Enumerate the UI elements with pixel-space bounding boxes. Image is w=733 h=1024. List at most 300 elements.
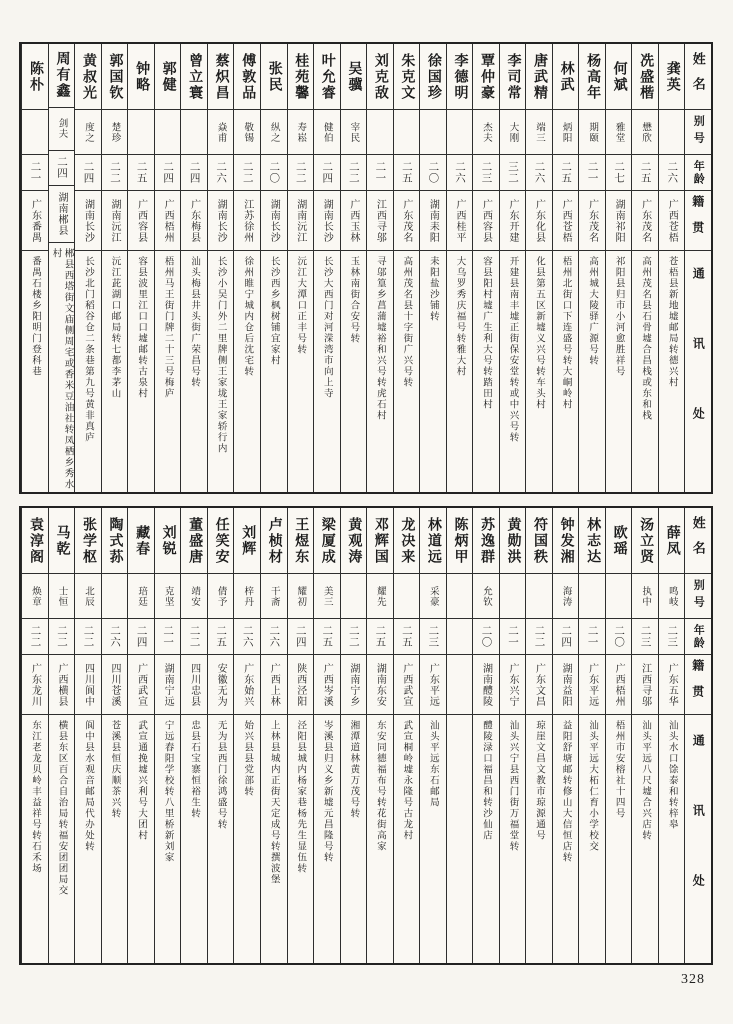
entry-column xyxy=(260,508,287,963)
entry-address: 汕头兴宁县西门街万福堂转 xyxy=(507,720,518,852)
entry-address: 长沙小吴门外二里牌侧王家垅王家轿行内 xyxy=(215,256,226,454)
entry-origin: 安徽无为 xyxy=(208,655,234,715)
entry-address: 汕头水口馀泰和转梓皋 xyxy=(666,720,677,830)
header-column xyxy=(684,508,711,963)
entry-age: 二六 xyxy=(526,155,552,191)
header-alias: 别号 xyxy=(685,574,711,619)
entry-origin xyxy=(447,655,473,715)
entry-name: 林志达 xyxy=(579,508,605,574)
entry-column xyxy=(48,44,75,492)
entry-address: 无为县西门徐鸿盛号转 xyxy=(215,720,226,830)
header-name: 姓名 xyxy=(685,508,711,574)
entry-name: 徐国珍 xyxy=(420,44,446,110)
entry-origin: 湖南祁阳 xyxy=(606,191,632,251)
entry-column xyxy=(366,44,393,492)
entry-origin: 湖南东安 xyxy=(367,655,393,715)
entry-column xyxy=(525,508,552,963)
entry-alias: 杰夫 xyxy=(473,110,499,155)
entry-name: 邓辉国 xyxy=(367,508,393,574)
entry-alias xyxy=(22,110,48,155)
entry-address: 郴县西塔街文庙侧周宅或香米豆油社转凤栖乡秀水村 xyxy=(50,248,73,491)
entry-alias: 度之 xyxy=(75,110,101,155)
entry-alias: 剑夫 xyxy=(49,108,75,151)
entry-origin: 广西梧州 xyxy=(155,191,181,251)
entry-alias xyxy=(447,574,473,619)
entry-column xyxy=(340,44,367,492)
entry-origin: 广东兴宁 xyxy=(500,655,526,715)
entry-origin: 广东番禺 xyxy=(22,191,48,251)
entry-name: 薛凤 xyxy=(659,508,685,574)
entry-origin: 湖南宁远 xyxy=(155,655,181,715)
entry-name: 钟略 xyxy=(128,44,154,110)
entry-column xyxy=(21,44,48,492)
entry-name: 黄叔光 xyxy=(75,44,101,110)
entry-column xyxy=(74,44,101,492)
entry-address xyxy=(447,715,473,963)
entry-alias xyxy=(128,110,154,155)
entry-address: 东江老龙贝岭丰益祥号转石禾场 xyxy=(29,720,40,874)
entry-name: 龚英 xyxy=(659,44,685,110)
entry-name: 傅敦品 xyxy=(234,44,260,110)
entry-name: 符国秩 xyxy=(526,508,552,574)
entry-origin: 湖南耒阳 xyxy=(420,191,446,251)
entry-origin: 广东文昌 xyxy=(526,655,552,715)
entry-address: 始兴县县党部转 xyxy=(242,720,253,797)
entry-name: 叶允睿 xyxy=(314,44,340,110)
entry-column xyxy=(605,508,632,963)
entry-name: 刘锐 xyxy=(155,508,181,574)
header-name: 姓名 xyxy=(685,44,711,110)
entry-age: 二二 xyxy=(49,619,75,655)
entry-column xyxy=(393,44,420,492)
entry-origin: 四川阆中 xyxy=(75,655,101,715)
entry-age: 二二 xyxy=(181,619,207,655)
entry-alias: 倩予 xyxy=(208,574,234,619)
header-age: 年龄 xyxy=(685,155,711,191)
entry-address: 汕头梅县井头街广荣昌号转 xyxy=(189,256,200,388)
entry-alias: 琣廷 xyxy=(128,574,154,619)
entry-origin: 广西玉林 xyxy=(341,191,367,251)
entry-alias: 健伯 xyxy=(314,110,340,155)
entry-age: 二〇 xyxy=(606,619,632,655)
entry-origin: 广西苍梧 xyxy=(553,191,579,251)
entry-age: 二四 xyxy=(314,155,340,191)
entry-name: 蔡炽昌 xyxy=(208,44,234,110)
entry-origin: 湖南郴县 xyxy=(49,186,75,244)
entry-alias xyxy=(420,110,446,155)
entry-age: 二四 xyxy=(155,155,181,191)
entry-origin: 湖南宁乡 xyxy=(341,655,367,715)
entry-alias: 纵之 xyxy=(261,110,287,155)
entry-origin: 湖南长沙 xyxy=(75,191,101,251)
entry-origin: 广东梅县 xyxy=(181,191,207,251)
entry-name: 卢桢材 xyxy=(261,508,287,574)
entry-name: 黄观涛 xyxy=(341,508,367,574)
entry-name: 欧瑶 xyxy=(606,508,632,574)
entry-address: 高州茂名县十字街广兴号转 xyxy=(401,256,412,388)
entry-address: 长沙西乡枫树铺宜家村 xyxy=(268,256,279,366)
entry-name: 陶式荪 xyxy=(102,508,128,574)
entry-address: 开建县南丰墟正街保安堂转或中兴号转 xyxy=(507,256,518,443)
entry-name: 董盛唐 xyxy=(181,508,207,574)
entry-age: 二四 xyxy=(49,151,75,186)
entry-alias: 敬锡 xyxy=(234,110,260,155)
entry-name: 李德明 xyxy=(447,44,473,110)
entry-origin: 江西寻邬 xyxy=(632,655,658,715)
entry-age: 二六 xyxy=(659,155,685,191)
header-age: 年龄 xyxy=(685,619,711,655)
entry-address: 醴陵渌口福昌和转沙仙店 xyxy=(480,720,491,841)
entry-column xyxy=(207,508,234,963)
entry-column xyxy=(127,508,154,963)
entry-address: 玉林南街合安号转 xyxy=(348,256,359,344)
entry-column xyxy=(287,44,314,492)
entry-address: 横县东区百合自治局转福安团团局交 xyxy=(56,720,67,896)
entry-alias: 美三 xyxy=(314,574,340,619)
entry-column xyxy=(180,508,207,963)
entry-alias: 执中 xyxy=(632,574,658,619)
entry-name: 陈炳甲 xyxy=(447,508,473,574)
entry-age: 二五 xyxy=(632,155,658,191)
entry-address: 湘潭道林黄万茂号转 xyxy=(348,720,359,819)
entry-alias: 干斋 xyxy=(261,574,287,619)
entry-origin: 四川苍溪 xyxy=(102,655,128,715)
entry-origin: 广东龙川 xyxy=(22,655,48,715)
entry-origin: 广西岑溪 xyxy=(314,655,340,715)
entry-age: 二二 xyxy=(102,155,128,191)
entry-address: 岑溪县归义乡新墟元昌隆号转 xyxy=(321,720,332,863)
entry-column xyxy=(446,508,473,963)
entry-origin: 江西寻邬 xyxy=(367,191,393,251)
entry-age: 二一 xyxy=(367,155,393,191)
entry-origin: 广西上林 xyxy=(261,655,287,715)
entry-column xyxy=(552,44,579,492)
entry-alias xyxy=(447,110,473,155)
entry-name: 苏逸群 xyxy=(473,508,499,574)
entry-alias: 雅堂 xyxy=(606,110,632,155)
entry-alias xyxy=(579,574,605,619)
entry-alias: 允钦 xyxy=(473,574,499,619)
entry-age: 二五 xyxy=(367,619,393,655)
entry-origin: 广西苍梧 xyxy=(659,191,685,251)
header-origin: 籍贯 xyxy=(685,191,711,251)
entry-alias xyxy=(341,574,367,619)
entry-age: 二四 xyxy=(128,619,154,655)
entry-origin: 江苏徐州 xyxy=(234,191,260,251)
entry-age: 二二 xyxy=(234,155,260,191)
header-address: 通讯处 xyxy=(691,266,706,477)
entry-column xyxy=(101,508,128,963)
entry-alias xyxy=(367,110,393,155)
entry-column xyxy=(340,508,367,963)
entry-name: 张民 xyxy=(261,44,287,110)
entry-age: 二五 xyxy=(128,155,154,191)
entry-address: 梧州市安榕社十四号 xyxy=(613,720,624,819)
entry-name: 唐武精 xyxy=(526,44,552,110)
entry-address: 化县第五区新墟义兴号转车头村 xyxy=(534,256,545,410)
entry-column xyxy=(207,44,234,492)
entry-column xyxy=(419,44,446,492)
entry-age: 二五 xyxy=(394,619,420,655)
entry-column xyxy=(366,508,393,963)
entry-alias: 楚珍 xyxy=(102,110,128,155)
entry-age: 二一 xyxy=(22,155,48,191)
entry-origin: 广西桂平 xyxy=(447,191,473,251)
directory-table-bottom xyxy=(19,506,713,965)
entry-name: 刘辉 xyxy=(234,508,260,574)
entry-address: 忠县石宝寨恒裕生转 xyxy=(189,720,200,819)
entry-column xyxy=(658,44,685,492)
entry-address: 泾阳县城内杨家巷杨先生显伍转 xyxy=(295,720,306,874)
entry-column xyxy=(578,44,605,492)
entry-name: 冼盛楷 xyxy=(632,44,658,110)
entry-name: 梁厦成 xyxy=(314,508,340,574)
entry-column xyxy=(313,44,340,492)
entry-age: 二三 xyxy=(420,619,446,655)
entry-alias: 北辰 xyxy=(75,574,101,619)
entry-age: 二六 xyxy=(102,619,128,655)
entry-address: 梧州北街口下连盛号转大峒岭村 xyxy=(560,256,571,410)
page-number: 328 xyxy=(681,972,705,987)
entry-address: 高州城大陵驿广源号转 xyxy=(587,256,598,366)
entry-alias: 焕章 xyxy=(22,574,48,619)
entry-address: 汕头平远东石邮局 xyxy=(427,720,438,808)
entry-alias xyxy=(155,110,181,155)
entry-column xyxy=(233,508,260,963)
entry-age: 二四 xyxy=(288,619,314,655)
entry-alias xyxy=(394,110,420,155)
entry-address: 寻邬篁乡菖蒲墟裕和兴号转虎石村 xyxy=(374,256,385,421)
entry-column xyxy=(525,44,552,492)
entry-alias xyxy=(606,574,632,619)
entry-origin: 广东茂名 xyxy=(632,191,658,251)
entry-origin: 广西武宣 xyxy=(394,655,420,715)
entry-address: 容县波里江口口墟邮转古泉村 xyxy=(136,256,147,399)
entry-address: 沅江茈湖口邮局转七都李茅山 xyxy=(109,256,120,399)
entry-alias: 鸣岐 xyxy=(659,574,685,619)
entry-age: 二四 xyxy=(553,619,579,655)
entry-alias: 焱甫 xyxy=(208,110,234,155)
entry-age: 二四 xyxy=(181,155,207,191)
entry-alias: 士恒 xyxy=(49,574,75,619)
entry-address: 苍溪县恒庆顺茶兴转 xyxy=(109,720,120,819)
entry-column xyxy=(233,44,260,492)
entry-age: 二四 xyxy=(75,155,101,191)
entry-age: 二二 xyxy=(75,619,101,655)
entry-name: 郭国钦 xyxy=(102,44,128,110)
entry-age: 二二 xyxy=(526,619,552,655)
entry-alias xyxy=(526,574,552,619)
entry-age: 二二 xyxy=(341,619,367,655)
entry-alias xyxy=(102,574,128,619)
entry-alias xyxy=(181,110,207,155)
entry-column xyxy=(313,508,340,963)
entry-address: 武宣通挽墟兴利号大团村 xyxy=(136,720,147,841)
entry-name: 汤立贤 xyxy=(632,508,658,574)
entry-address: 武宣桐岭墟永隆号古龙村 xyxy=(401,720,412,841)
entry-name: 朱克文 xyxy=(394,44,420,110)
entry-origin: 广东茂名 xyxy=(579,191,605,251)
entry-alias xyxy=(659,110,685,155)
entry-alias: 寿崧 xyxy=(288,110,314,155)
entry-origin: 广东茂名 xyxy=(394,191,420,251)
entry-name: 林武 xyxy=(553,44,579,110)
entry-column xyxy=(419,508,446,963)
entry-name: 覃仲豪 xyxy=(473,44,499,110)
entry-age: 二五 xyxy=(208,619,234,655)
entry-origin: 湖南沅江 xyxy=(102,191,128,251)
entry-age: 二六 xyxy=(208,155,234,191)
entry-origin: 湖南醴陵 xyxy=(473,655,499,715)
entry-name: 龙决来 xyxy=(394,508,420,574)
entry-address: 高州茂名县石骨墟合昌栈或东和栈 xyxy=(640,256,651,421)
entry-age: 二二 xyxy=(288,155,314,191)
entry-alias: 耀初 xyxy=(288,574,314,619)
entry-name: 王煜东 xyxy=(288,508,314,574)
entry-name: 任笑安 xyxy=(208,508,234,574)
entry-age: 二五 xyxy=(553,155,579,191)
entry-column xyxy=(631,44,658,492)
entry-name: 张学枢 xyxy=(75,508,101,574)
entry-name: 袁淳阁 xyxy=(22,508,48,574)
entry-column xyxy=(74,508,101,963)
entry-column xyxy=(393,508,420,963)
entry-address: 番禺石楼乡阳明门登科巷 xyxy=(29,256,40,377)
entry-age: 二三 xyxy=(473,155,499,191)
entry-column xyxy=(127,44,154,492)
entry-age: 二〇 xyxy=(261,155,287,191)
entry-origin: 广东五华 xyxy=(659,655,685,715)
entry-origin: 广东开建 xyxy=(500,191,526,251)
entry-alias xyxy=(394,574,420,619)
entry-age xyxy=(447,619,473,655)
entry-origin: 广东平远 xyxy=(579,655,605,715)
entry-origin: 广西梧州 xyxy=(606,655,632,715)
header-origin: 籍贯 xyxy=(685,655,711,715)
entry-column xyxy=(499,44,526,492)
entry-address: 东安同德福布号转花街高家 xyxy=(374,720,385,852)
entry-origin: 广东化县 xyxy=(526,191,552,251)
entry-origin: 四川忠县 xyxy=(181,655,207,715)
entry-alias: 靖安 xyxy=(181,574,207,619)
entry-age: 二三 xyxy=(659,619,685,655)
entry-address: 宁远舂阳学校转八里桥新刘家 xyxy=(162,720,173,863)
entry-origin: 湖南长沙 xyxy=(261,191,287,251)
entry-address: 徐州睢宁城内仓后沈宅转 xyxy=(242,256,253,377)
entry-address: 益阳舒塘邮转修山大信恒店转 xyxy=(560,720,571,863)
entry-name: 杨高年 xyxy=(579,44,605,110)
entry-column xyxy=(499,508,526,963)
entry-address: 大乌罗秀庆福号转雅大村 xyxy=(454,256,465,377)
entry-address: 阆中县水观音邮局代办处转 xyxy=(83,720,94,852)
entry-column xyxy=(631,508,658,963)
entry-address: 琼崖文昌文教市琼源通号 xyxy=(534,720,545,841)
entry-address: 祁阳县归市小河愈胜祥号 xyxy=(613,256,624,377)
header-column xyxy=(684,44,711,492)
entry-age: 二二 xyxy=(341,155,367,191)
entry-address: 长沙北门稻谷仓二条巷第九号黄非真庐 xyxy=(83,256,94,443)
entry-name: 周有鑫 xyxy=(49,44,75,108)
entry-origin: 广西横县 xyxy=(49,655,75,715)
entry-address: 容县阳村墟广生利大号转踏田村 xyxy=(480,256,491,410)
entry-name: 曾立寰 xyxy=(181,44,207,110)
entry-age: 二五 xyxy=(394,155,420,191)
entry-alias: 耀先 xyxy=(367,574,393,619)
entry-column xyxy=(48,508,75,963)
entry-alias: 克坚 xyxy=(155,574,181,619)
entry-column xyxy=(446,44,473,492)
entry-age: 二二 xyxy=(22,619,48,655)
entry-alias: 期颐 xyxy=(579,110,605,155)
entry-age: 二五 xyxy=(314,619,340,655)
entry-column xyxy=(605,44,632,492)
entry-origin: 广西武宣 xyxy=(128,655,154,715)
entry-address: 汕头平远八尺墟合兴店转 xyxy=(640,720,651,841)
entry-column xyxy=(658,508,685,963)
entry-age: 二六 xyxy=(261,619,287,655)
entry-age: 二六 xyxy=(447,155,473,191)
entry-address: 梧州马王街门牌二十三号梅庐 xyxy=(162,256,173,399)
entry-alias: 海涛 xyxy=(553,574,579,619)
entry-name: 李司常 xyxy=(500,44,526,110)
entry-column xyxy=(287,508,314,963)
entry-name: 郭健 xyxy=(155,44,181,110)
entry-column xyxy=(154,508,181,963)
entry-name: 何斌 xyxy=(606,44,632,110)
entry-alias: 宰民 xyxy=(341,110,367,155)
entry-name: 桂苑馨 xyxy=(288,44,314,110)
entry-origin: 湖南长沙 xyxy=(314,191,340,251)
entry-age: 二〇 xyxy=(473,619,499,655)
entry-name: 马乾 xyxy=(49,508,75,574)
entry-alias xyxy=(500,574,526,619)
entry-age: 二一 xyxy=(500,619,526,655)
entry-column xyxy=(180,44,207,492)
entry-alias: 大刚 xyxy=(500,110,526,155)
entry-column xyxy=(578,508,605,963)
entry-origin: 广西容县 xyxy=(473,191,499,251)
entry-alias: 炳阳 xyxy=(553,110,579,155)
entry-column xyxy=(101,44,128,492)
entry-age: 二三 xyxy=(632,619,658,655)
entry-alias: 懋欣 xyxy=(632,110,658,155)
entry-name: 黄勋洪 xyxy=(500,508,526,574)
entry-origin: 湖南益阳 xyxy=(553,655,579,715)
entry-column xyxy=(154,44,181,492)
entry-alias: 梓丹 xyxy=(234,574,260,619)
entry-name: 吴骥 xyxy=(341,44,367,110)
header-alias: 别号 xyxy=(685,110,711,155)
entry-column xyxy=(552,508,579,963)
entry-column xyxy=(472,44,499,492)
entry-age: 二一 xyxy=(155,619,181,655)
entry-origin: 湖南长沙 xyxy=(208,191,234,251)
entry-origin: 广西容县 xyxy=(128,191,154,251)
entry-name: 藏春 xyxy=(128,508,154,574)
header-address: 通讯处 xyxy=(691,734,706,944)
entry-address: 沅江大潭口正丰号转 xyxy=(295,256,306,355)
entry-origin: 湖南沅江 xyxy=(288,191,314,251)
entry-column xyxy=(260,44,287,492)
entry-name: 钟发湘 xyxy=(553,508,579,574)
entry-name: 林道远 xyxy=(420,508,446,574)
entry-name: 陈朴 xyxy=(22,44,48,110)
directory-table-top xyxy=(19,42,713,494)
entry-age: 二〇 xyxy=(420,155,446,191)
entry-alias: 端三 xyxy=(526,110,552,155)
entry-age: 二六 xyxy=(234,619,260,655)
entry-age: 二七 xyxy=(606,155,632,191)
